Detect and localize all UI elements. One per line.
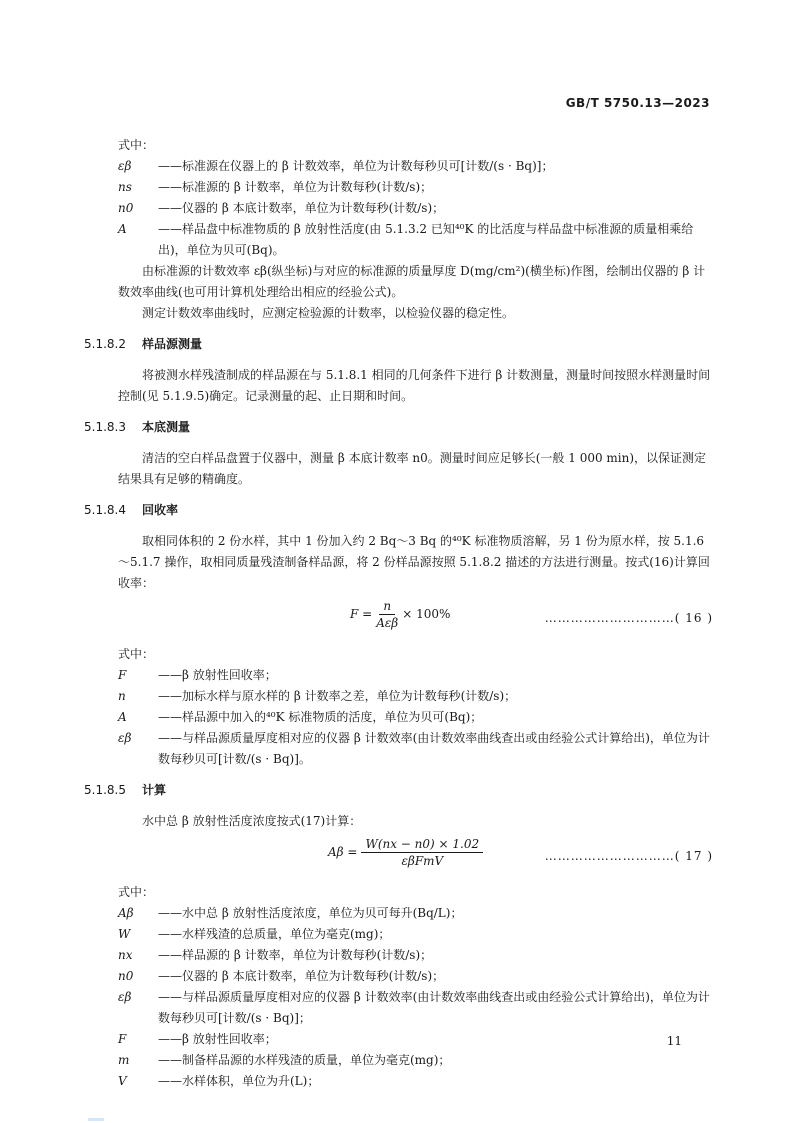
variable-item: Aβ ——水中总 β 放射性活度浓度，单位为贝可每升(Bq/L)； [118,906,463,920]
variable-list [118,156,713,261]
paragraph: 将被测水样残渣制成的样品源在与 5.1.8.1 相同的几何条件下进行 β 计数测量，测量时间按照水样测量时间控制(见 5.1.9.5)确定。记录测量的起、止日期和时间。 [118,368,711,403]
scan-mark [88,1118,104,1121]
variable-item: n0 ——仪器的 β 本底计数率，单位为计数每秒(计数/s)； [118,201,445,215]
variable-item: εβ ——与样品源质量厚度相对应的仪器 β 计数效率(由计数效率曲线查出或由经验公式计算给出)，单位为计数每秒贝可[计数/(s · Bq)]。 [118,731,710,766]
variable-list [118,665,713,770]
variable-item: A ——样品盘中标准物质的 β 放射性活度(由 5.1.3.2 已知⁴⁰K 的比活度与样品盘中标准源的质量相乘给出)，单位为贝可(Bq)。 [118,222,694,257]
variable-item: ns ——标准源的 β 计数率，单位为计数每秒(计数/s)； [118,180,433,194]
section-heading: 5.1.8.3 本底测量 [84,420,191,434]
variable-item: n ——加标水样与原水样的 β 计数率之差，单位为计数每秒(计数/s)； [118,689,517,703]
page-number: 11 [666,1034,682,1048]
paragraph: 由标准源的计数效率 εβ(纵坐标)与对应的标准源的质量厚度 D(mg/cm²)(横坐标)作图，绘制出仪器的 β 计数效率曲线(也可用计算机处理给出相应的经验公式)。 [118,264,706,299]
variable-item: εβ ——与样品源质量厚度相对应的仪器 β 计数效率(由计数效率曲线查出或由经验公式计算给出)，单位为计数每秒贝可[计数/(s · Bq)]； [118,990,710,1025]
where-label: 式中： [118,885,155,899]
variable-item: F ——β 放射性回收率； [118,1032,277,1046]
variable-item: m ——制备样品源的水样残渣的质量，单位为毫克(mg)； [118,1053,451,1067]
variable-item: F ——β 放射性回收率； [118,668,277,682]
where-label: 式中： [118,138,155,152]
section-heading: 5.1.8.4 回收率 [84,503,179,517]
section-heading: 5.1.8.2 样品源测量 [84,337,203,351]
variable-item: A ——样品源中加入的⁴⁰K 标准物质的活度，单位为贝可(Bq)； [118,710,483,724]
formula-17: Aβ = $\frac{W(nx - n0) \times 1.02}{\text{εβFmV}}$ …………………………( 17 ) [328,837,713,868]
variable-item: W ——水样残渣的总质量，单位为毫克(mg)； [118,927,391,941]
section-heading: 5.1.8.5 计算 [84,783,167,797]
variable-item: nx ——样品源的 β 计数率，单位为计数每秒(计数/s)； [118,948,433,962]
variable-item: εβ ——标准源在仪器上的 β 计数效率，单位为计数每秒贝可[计数/(s · Bq)]； [118,159,554,173]
paragraph: 水中总 β 放射性活度浓度按式(17)计算： [142,814,362,828]
variable-item: n0 ——仪器的 β 本底计数率，单位为计数每秒(计数/s)； [118,969,445,983]
formula-16: F = $\frac{n}{\text{Aεβ}}$ × 100% …………………………( 16 ) [350,599,713,630]
where-label: 式中： [118,647,155,661]
paragraph: 清洁的空白样品盘置于仪器中，测量 β 本底计数率 n0。测量时间应足够长(一般 1 000 min)，以保证测定结果具有足够的精确度。 [118,451,707,486]
paragraph: 测定计数效率曲线时，应测定检验源的计数率，以检验仪器的稳定性。 [142,306,515,320]
document-body [84,135,713,1092]
paragraph: 取相同体积的 2 份水样，其中 1 份加入约 2 Bq～3 Bq 的⁴⁰K 标准物质溶解，另 1 份为原水样，按 5.1.6～5.1.7 操作，取相同质量残渣制备样品源，将 2 份样品源按照 5.1.8.2 描述的方法进行测量。按式(16)计算回收率： [118,534,710,590]
variable-item: V ——水样体积，单位为升(L)； [118,1074,320,1088]
variable-list [118,903,713,1092]
standard-number: GB/T 5750.13—2023 [565,96,710,110]
